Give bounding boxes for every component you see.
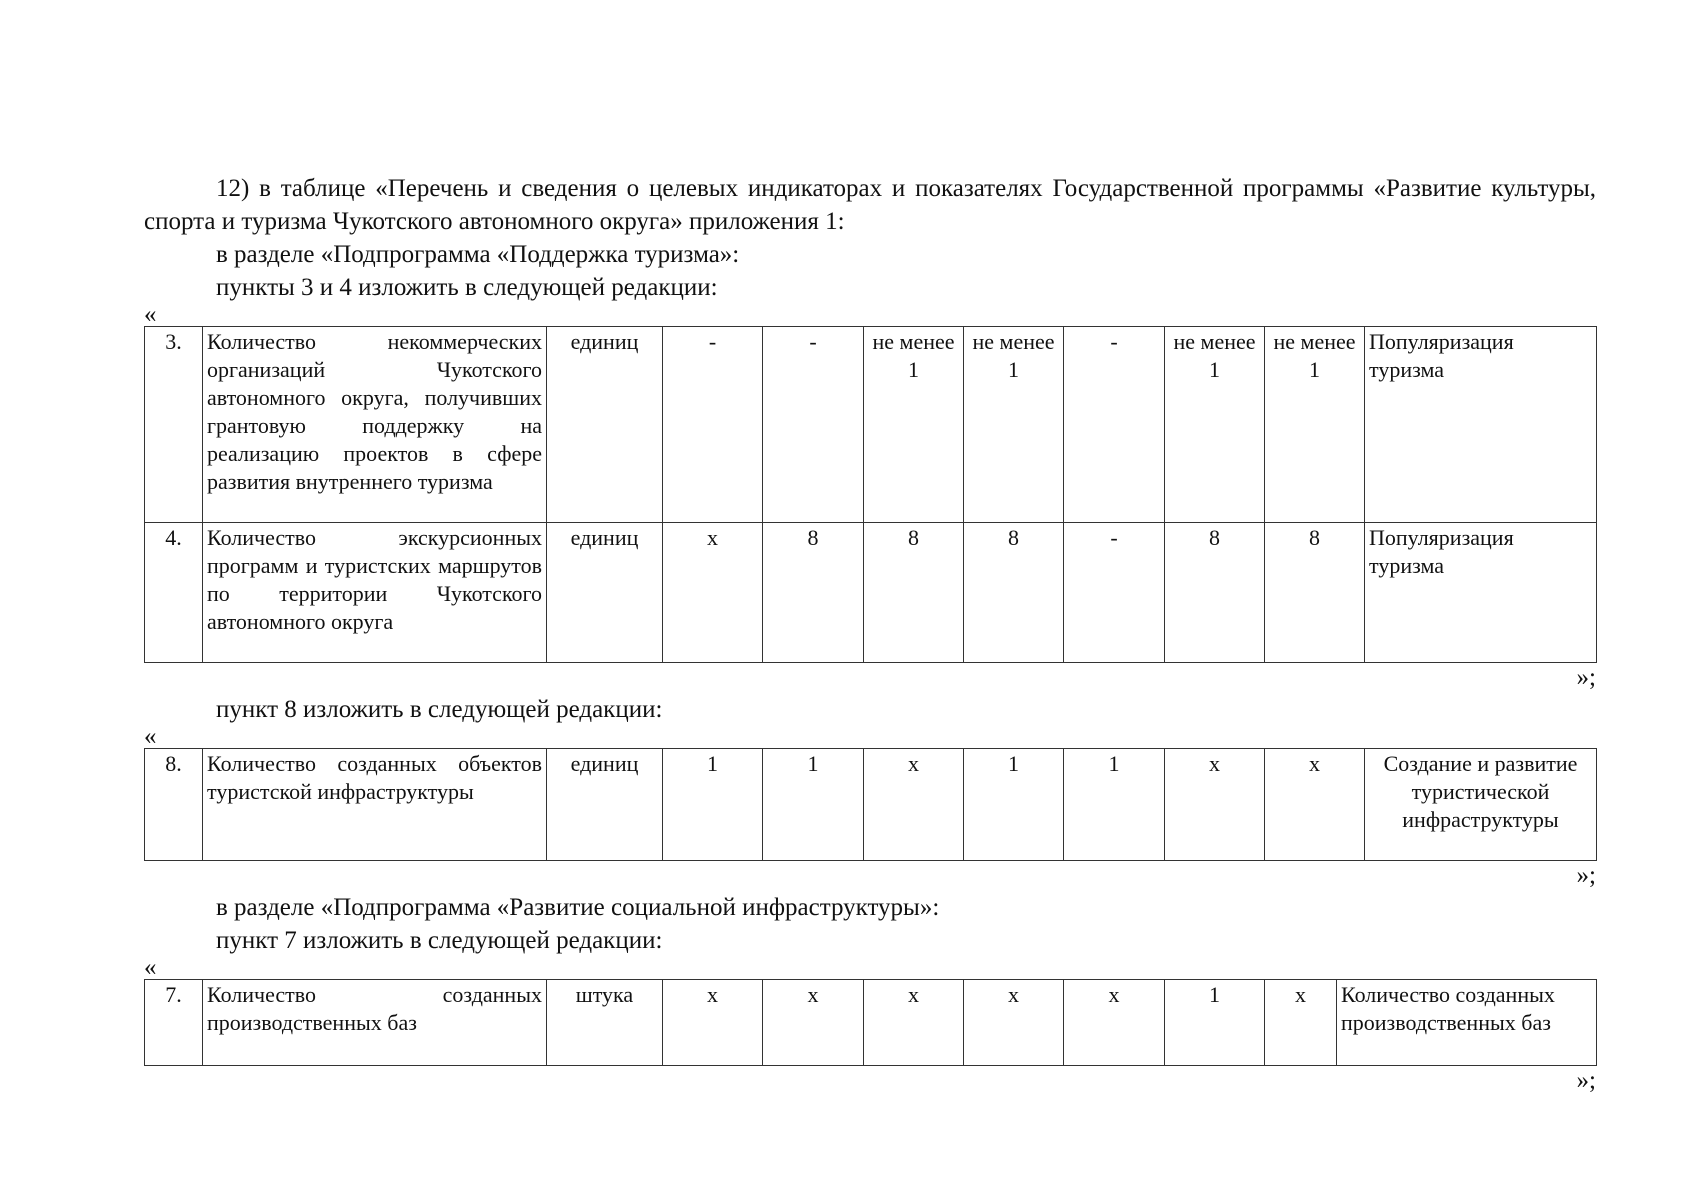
value-cell: х (1165, 749, 1265, 861)
section-social-infrastructure: в разделе «Подпрограмма «Развитие социальной инфраструктуры»: (216, 894, 940, 921)
value-cell: 8 (1265, 523, 1365, 663)
unit-cell: единиц (547, 749, 663, 861)
unit-cell: штука (547, 980, 663, 1066)
quote-open-mark: « (144, 723, 157, 750)
value-cell: - (663, 327, 763, 523)
value-cell: х (1265, 749, 1365, 861)
goal-cell: Количество созданных производственных баз (1337, 980, 1597, 1066)
value-cell: х (1064, 980, 1165, 1066)
items-3-4-instruction: пункты 3 и 4 изложить в следующей редакции: (216, 274, 718, 301)
quote-open-mark: « (144, 301, 157, 328)
unit-cell: единиц (547, 327, 663, 523)
value-cell: 8 (864, 523, 964, 663)
section-tourism-support: в разделе «Подпрограмма «Поддержка туризма»: (216, 241, 740, 268)
value-cell: х (1265, 980, 1337, 1066)
value-cell: х (663, 523, 763, 663)
indicator-table-item-8 (144, 748, 1597, 861)
goal-cell: Создание и развитие туристической инфраструктуры (1365, 749, 1597, 861)
goal-cell: Популяризация туризма (1365, 327, 1597, 523)
indicator-name: Количество некоммерческих организаций Чукотского автономного округа, получивших грантовую поддержку на реализацию проектов в сфере развития внутреннего туризма (203, 327, 547, 523)
value-cell: не менее 1 (864, 327, 964, 523)
quote-close-mark: »; (1576, 664, 1596, 691)
value-cell: не менее 1 (1265, 327, 1365, 523)
row-number: 3. (145, 327, 203, 523)
value-cell: 1 (1064, 749, 1165, 861)
value-cell: - (763, 327, 864, 523)
table-row (145, 327, 1597, 523)
indicator-name: Количество экскурсионных программ и туристских маршрутов по территории Чукотского автономного округа (203, 523, 547, 663)
value-cell: х (864, 749, 964, 861)
value-cell: не менее 1 (964, 327, 1064, 523)
quote-open-mark: « (144, 954, 157, 981)
table-row (145, 523, 1597, 663)
row-number: 4. (145, 523, 203, 663)
quote-close-mark: »; (1576, 1067, 1596, 1094)
unit-cell: единиц (547, 523, 663, 663)
indicator-name: Количество созданных объектов туристской инфраструктуры (203, 749, 547, 861)
value-cell: 8 (964, 523, 1064, 663)
quote-close-mark: »; (1576, 862, 1596, 889)
item-7-instruction: пункт 7 изложить в следующей редакции: (216, 927, 663, 954)
item-8-instruction: пункт 8 изложить в следующей редакции: (216, 696, 663, 723)
value-cell: х (663, 980, 763, 1066)
goal-cell: Популяризация туризма (1365, 523, 1597, 663)
table-row (145, 980, 1597, 1066)
indicator-table-item-7 (144, 979, 1597, 1066)
paragraph-12: 12) в таблице «Перечень и сведения о целевых индикаторах и показателях Государственной программы «Развитие культуры, спорта и туризма Чукотского автономного округа» приложения 1: (144, 175, 1596, 235)
document-body (144, 172, 1596, 1096)
row-number: 8. (145, 749, 203, 861)
value-cell: х (763, 980, 864, 1066)
indicator-table-items-3-4 (144, 326, 1597, 663)
value-cell: 1 (1165, 980, 1265, 1066)
row-number: 7. (145, 980, 203, 1066)
value-cell: - (1064, 523, 1165, 663)
table-row (145, 749, 1597, 861)
value-cell: 8 (1165, 523, 1265, 663)
value-cell: х (964, 980, 1064, 1066)
value-cell: не менее 1 (1165, 327, 1265, 523)
value-cell: х (864, 980, 964, 1066)
value-cell: - (1064, 327, 1165, 523)
value-cell: 1 (763, 749, 864, 861)
indicator-name: Количество созданных производственных баз (203, 980, 547, 1066)
value-cell: 1 (663, 749, 763, 861)
value-cell: 8 (763, 523, 864, 663)
value-cell: 1 (964, 749, 1064, 861)
